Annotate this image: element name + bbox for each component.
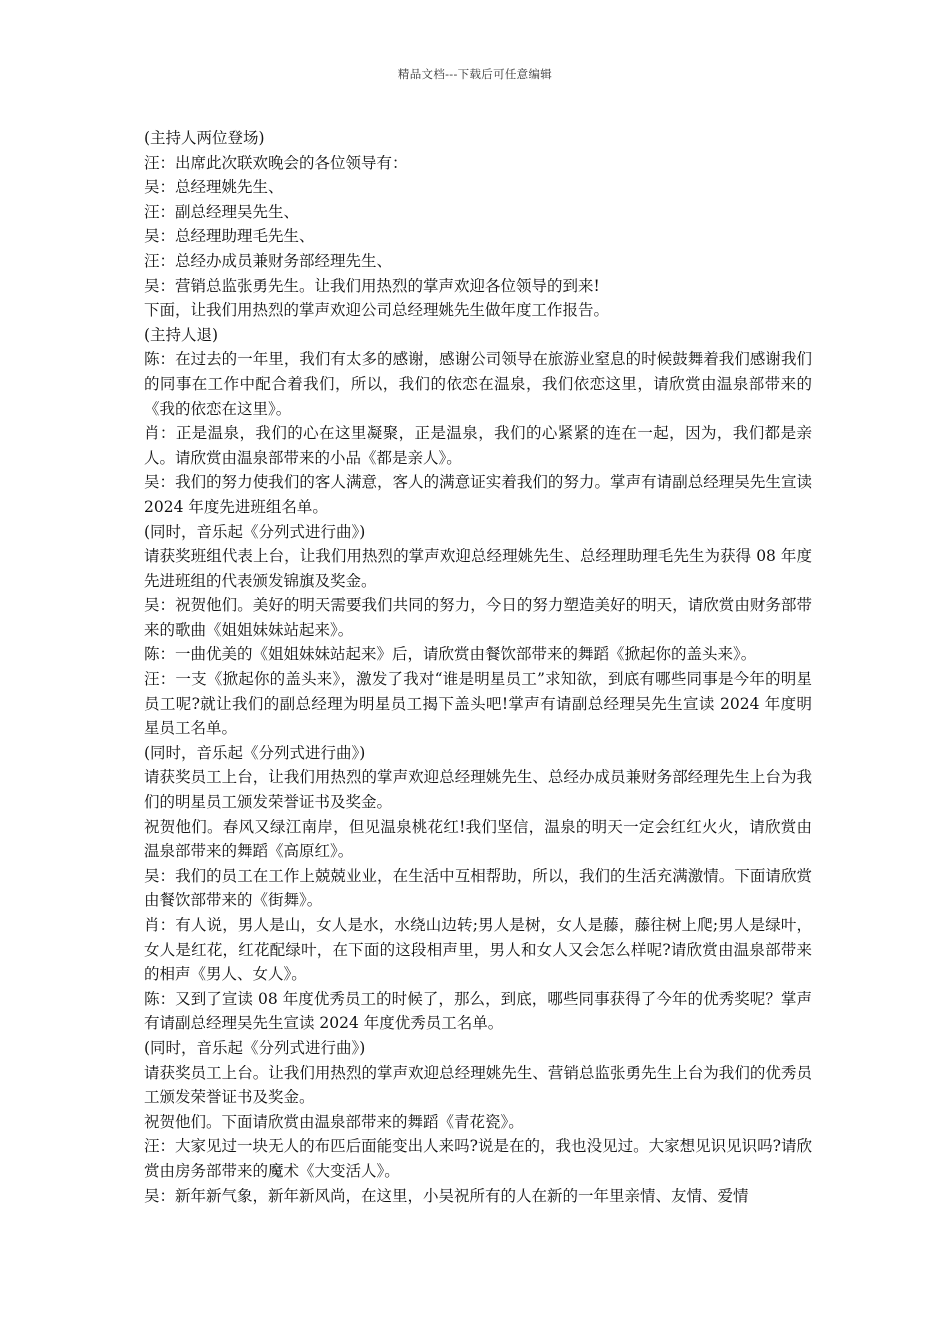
paragraph: 吴：祝贺他们。美好的明天需要我们共同的努力，今日的努力塑造美好的明天，请欣赏由财务部带来的歌曲《姐姐妹妹站起来》。 <box>144 596 812 639</box>
paragraph: (同时，音乐起《分列式进行曲》) <box>144 522 366 541</box>
paragraph: 汪：总经办成员兼财务部经理先生、 <box>144 251 393 270</box>
paragraph: 汪：副总经理吴先生、 <box>144 202 300 221</box>
paragraph: 肖：有人说，男人是山，女人是水，水绕山边转;男人是树，女人是藤，藤往树上爬;男人是绿叶，女人是红花，红花配绿叶，在下面的这段相声里，男人和女人又会怎么样呢?请欣赏由温泉部带来的相声《男人、女人》。 <box>144 916 812 984</box>
document-body <box>144 126 812 1208</box>
paragraph: 汪：出席此次联欢晚会的各位领导有： <box>144 153 408 172</box>
paragraph: 请获奖班组代表上台，让我们用热烈的掌声欢迎总经理姚先生、总经理助理毛先生为获得 08 年度先进班组的代表颁发锦旗及奖金。 <box>144 547 812 590</box>
paragraph: 吴：总经理助理毛先生、 <box>144 227 315 246</box>
paragraph: (主持人退) <box>144 325 219 344</box>
paragraph: 吴：营销总监张勇先生。让我们用热烈的掌声欢迎各位领导的到来! <box>144 276 600 295</box>
paragraph: 祝贺他们。春风又绿江南岸，但见温泉桃花红!我们坚信，温泉的明天一定会红红火火，请欣赏由温泉部带来的舞蹈《高原红》。 <box>144 817 812 861</box>
paragraph: 汪：大家见过一块无人的布匹后面能变出人来吗?说是在的，我也没见过。大家想见识见识吗?请欣赏由房务部带来的魔术《大变活人》。 <box>144 1137 812 1180</box>
paragraph: 陈：一曲优美的《姐姐妹妹站起来》后，请欣赏由餐饮部带来的舞蹈《掀起你的盖头来》。 <box>144 645 757 664</box>
paragraph: 汪：一支《掀起你的盖头来》，激发了我对“谁是明星员工”求知欲，到底有哪些同事是今年的明星员工呢?就让我们的副总经理为明星员工揭下盖头吧!掌声有请副总经理吴先生宣读 2024 年度明星员工名单。 <box>144 670 812 738</box>
paragraph: 陈：在过去的一年里，我们有太多的感谢，感谢公司领导在旅游业窒息的时候鼓舞着我们感谢我们的同事在工作中配合着我们，所以，我们的依恋在温泉，我们依恋这里，请欣赏由温泉部带来的《我的依恋在这里》。 <box>144 350 812 418</box>
paragraph: 下面，让我们用热烈的掌声欢迎公司总经理姚先生做年度工作报告。 <box>144 301 610 320</box>
paragraph: 陈：又到了宣读 08 年度优秀员工的时候了，那么，到底，哪些同事获得了今年的优秀奖呢？掌声有请副总经理吴先生宣读 2024 年度优秀员工名单。 <box>144 989 812 1033</box>
paragraph: 吴：新年新气象，新年新风尚，在这里，小吴祝所有的人在新的一年里亲情、友情、爱情 <box>144 1186 749 1205</box>
paragraph: 肖：正是温泉，我们的心在这里凝聚，正是温泉，我们的心紧紧的连在一起，因为，我们都是亲人。请欣赏由温泉部带来的小品《都是亲人》。 <box>144 424 812 467</box>
paragraph: 请获奖员工上台。让我们用热烈的掌声欢迎总经理姚先生、营销总监张勇先生上台为我们的优秀员工颁发荣誉证书及奖金。 <box>144 1063 812 1107</box>
paragraph: (同时，音乐起《分列式进行曲》) <box>144 1038 366 1057</box>
paragraph: 吴：总经理姚先生、 <box>144 178 284 197</box>
paragraph: 请获奖员工上台，让我们用热烈的掌声欢迎总经理姚先生、总经办成员兼财务部经理先生上台为我们的明星员工颁发荣誉证书及奖金。 <box>144 768 812 812</box>
paragraph: 吴：我们的努力使我们的客人满意，客人的满意证实着我们的努力。掌声有请副总经理吴先生宣读 2024 年度先进班组名单。 <box>144 473 812 516</box>
page-header: 精品文档---下载后可任意编辑 <box>397 67 553 81</box>
paragraph: 祝贺他们。下面请欣赏由温泉部带来的舞蹈《青花瓷》。 <box>144 1112 524 1131</box>
paragraph: (同时，音乐起《分列式进行曲》) <box>144 743 366 762</box>
paragraph: 吴：我们的员工在工作上兢兢业业，在生活中互相帮助，所以，我们的生活充满激情。下面请欣赏由餐饮部带来的《街舞》。 <box>144 866 812 910</box>
paragraph: (主持人两位登场) <box>144 129 265 147</box>
